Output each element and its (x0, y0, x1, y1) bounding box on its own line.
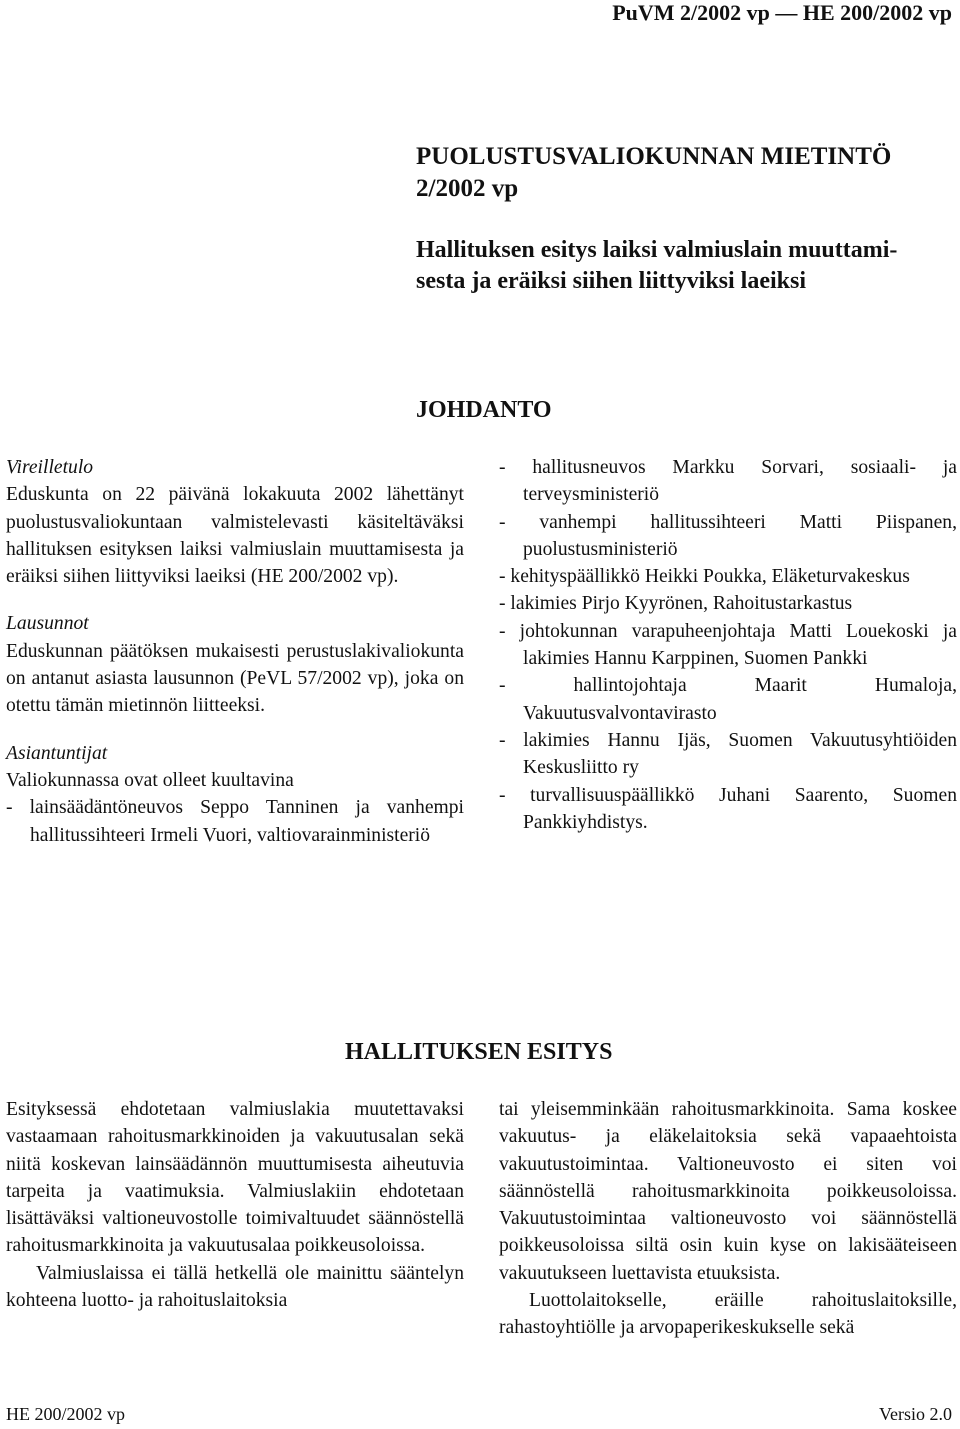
subheading-vireilletulo: Vireilletulo (6, 457, 94, 478)
list-item: - lainsäädäntöneuvos Seppo Tanninen ja vanhempi hallitussihteeri Irmeli Vuori, valtiovarainministeriö (6, 797, 464, 846)
list-item: - vanhempi hallitussihteeri Matti Piispanen, puolustusministeriö (499, 511, 957, 560)
esitys-paragraph-4: Luottolaitokselle, eräille rahoituslaitoksille, rahastoyhtiölle ja arvopaperikeskukselle sekä (499, 1290, 957, 1339)
section-heading-johdanto: JOHDANTO (416, 397, 552, 423)
esitys-paragraph-1: Esityksessä ehdotetaan valmiuslakia muutettavaksi vastaamaan rahoitusmarkkinoiden ja vakuutusalan sekä niitä koskevan lainsäädännön muuttumisesta aiheutuvia tarpeita ja vaatimuksia. Valmiuslakiin ehdotetaan lisättäväksi valtioneuvostolle toimivaltuudet säännöstellä rahoitusmarkkinoita ja vakuutusalaa poikkeusoloissa. (6, 1099, 464, 1257)
subheading-asiantuntijat: Asiantuntijat (6, 742, 108, 764)
report-title-line2: 2/2002 vp (416, 175, 519, 202)
esitys-right-column (499, 1096, 957, 1342)
list-item: - lakimies Hannu Ijäs, Suomen Vakuutusyhtiöiden Keskusliitto ry (499, 729, 957, 779)
list-item: - turvallisuuspäällikkö Juhani Saarento, Suomen Pankkiyhdistys. (499, 784, 957, 833)
esitys-paragraph-2: Valmiuslaissa ei tällä hetkellä ole mainittu sääntelyn kohteena luotto- ja rahoituslaitoksia (6, 1262, 464, 1312)
list-item: - lakimies Pirjo Kyyrönen, Rahoitustarkastus (499, 593, 853, 615)
subheading-lausunnot: Lausunnot (6, 613, 89, 635)
list-item: - johtokunnan varapuheenjohtaja Matti Louekoski ja lakimies Hannu Karppinen, Suomen Pankki (499, 620, 957, 670)
section-heading-hallituksen-esitys: HALLITUKSEN ESITYS (345, 1039, 613, 1065)
report-subject-line1: Hallituksen esitys laiksi valmiuslain muuttami- (416, 237, 898, 263)
vireilletulo-text: Eduskunta on 22 päivänä lokakuuta 2002 lähettänyt puolustusvaliokuntaan valmistelevasti käsiteltäväksi hallituksen esityksen laiksi valmiuslain muuttamisesta ja eräiksi siihen liittyviksi laeiksi (HE 200/2002 vp). (6, 484, 464, 588)
footer-doc-id: HE 200/2002 vp (6, 1404, 125, 1424)
report-subject (416, 235, 960, 297)
johdanto-right-column (499, 454, 957, 836)
report-title-line1: PUOLUSTUSVALIOKUNNAN MIETINTÖ (416, 143, 892, 170)
footer-version: Versio 2.0 (879, 1404, 952, 1424)
esitys-paragraph-3: tai yleisemminkään rahoitusmarkkinoita. Sama koskee vakuutus- ja eläkelaitoksia sekä vapaaehtoista vakuutustoimintaa. Valtioneuvosto ei siten voi säännöstellä rahoitusmarkkinoita poikkeusoloissa. Vakuutustoimintaa valtioneuvosto voi säännöstellä poikkeusoloissa siltä osin kuin kyse on lakisääteiseen vakuutukseen luettavista etuuksista. (499, 1099, 957, 1284)
johdanto-left-column (6, 454, 464, 849)
lausunnot-text: Eduskunnan päätöksen mukaisesti perustuslakivaliokunta on antanut asiasta lausunnon (PeVL 57/2002 vp), joka on otettu tämän mietinnön liitteeksi. (6, 640, 464, 717)
report-subject-line2: sesta ja eräiksi siihen liittyviksi laeiksi (416, 268, 807, 294)
list-item: - hallintojohtaja Maarit Humaloja, Vakuutusvalvontavirasto (499, 675, 957, 724)
report-title (416, 141, 956, 205)
running-header: PuVM 2/2002 vp — HE 200/2002 vp (612, 0, 952, 25)
esitys-left-column (6, 1096, 464, 1314)
list-item: - hallitusneuvos Markku Sorvari, sosiaali- ja terveysministeriö (499, 457, 957, 506)
list-item: - kehityspäällikkö Heikki Poukka, Eläketurvakeskus (499, 566, 910, 588)
asiantuntijat-intro: Valiokunnassa ovat olleet kuultavina (6, 769, 294, 791)
